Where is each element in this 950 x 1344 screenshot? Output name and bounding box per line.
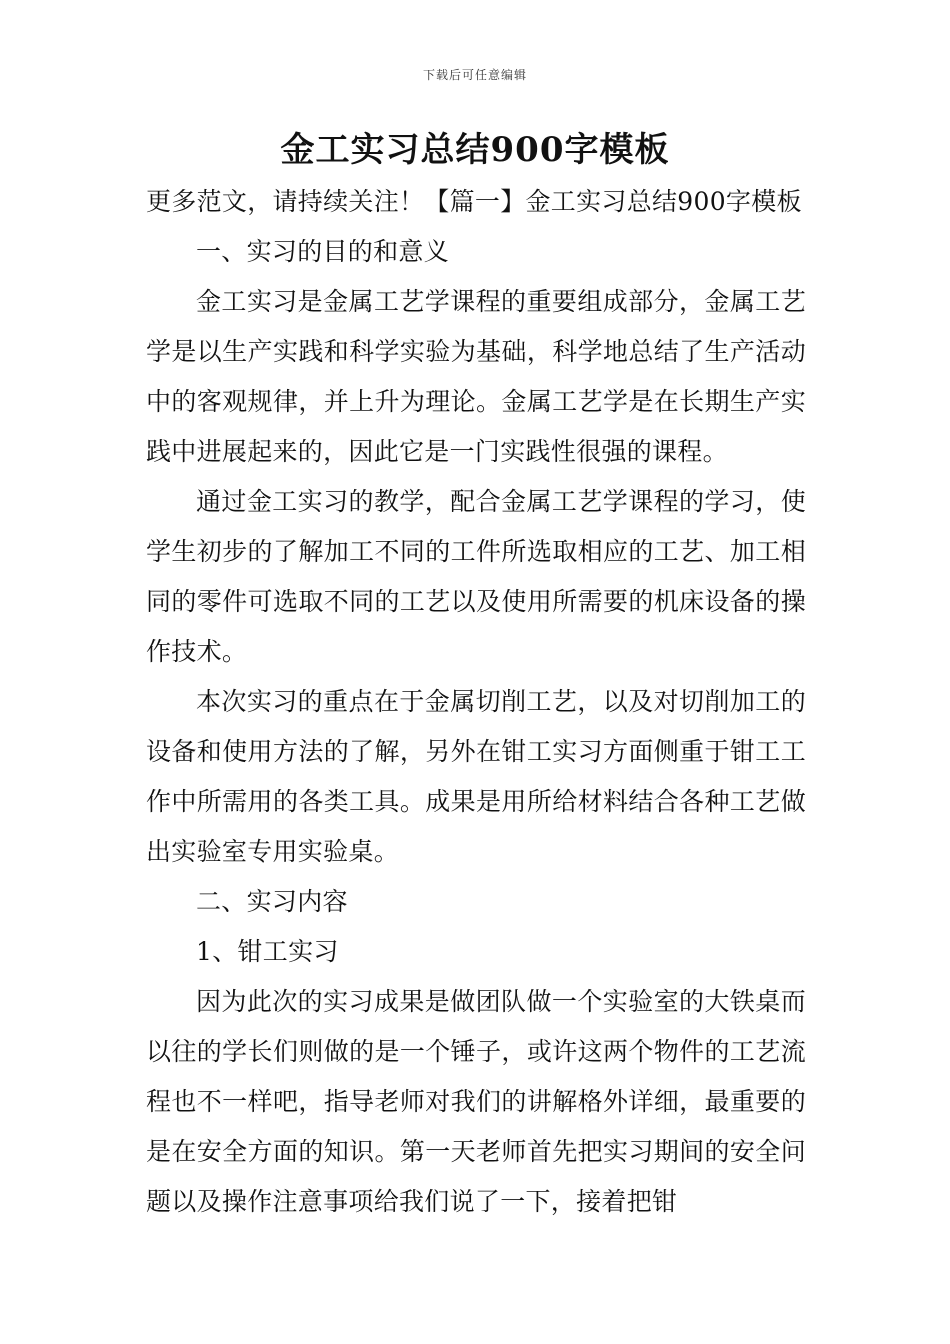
paragraph-fitter-1: 因为此次的实习成果是做团队做一个实验室的大铁桌而以往的学长们则做的是一个锤子，或许这两个物件的工艺流程也不一样吧，指导老师对我们的讲解格外详细，最重要的是在安全方面的知识。第一天老师首先把实习期间的安全问题以及操作注意事项给我们说了一下，接着把钳 <box>146 987 806 1216</box>
section-heading-content: 二、实习内容 <box>196 887 348 916</box>
subsection-heading-fitter: 1、钳工实习 <box>196 937 339 966</box>
section-heading-purpose: 一、实习的目的和意义 <box>196 237 450 266</box>
paragraph-purpose-2: 通过金工实习的教学，配合金属工艺学课程的学习，使学生初步的了解加工不同的工件所选取相应的工艺、加工相同的零件可选取不同的工艺以及使用所需要的机床设备的操作技术。 <box>146 487 806 666</box>
document-body <box>146 177 806 1227</box>
paragraph-intro: 更多范文，请持续关注！【篇一】金工实习总结900字模板 <box>146 187 802 216</box>
header-note: 下载后可任意编辑 <box>422 68 527 82</box>
paragraph-purpose-3: 本次实习的重点在于金属切削工艺，以及对切削加工的设备和使用方法的了解，另外在钳工实习方面侧重于钳工工作中所需用的各类工具。成果是用所给材料结合各种工艺做出实验室专用实验桌。 <box>146 687 806 866</box>
page-title: 金工实习总结900字模板 <box>280 130 670 170</box>
paragraph-purpose-1: 金工实习是金属工艺学课程的重要组成部分，金属工艺学是以生产实践和科学实验为基础，科学地总结了生产活动中的客观规律，并上升为理论。金属工艺学是在长期生产实践中进展起来的，因此它是一门实践性很强的课程。 <box>146 287 806 466</box>
